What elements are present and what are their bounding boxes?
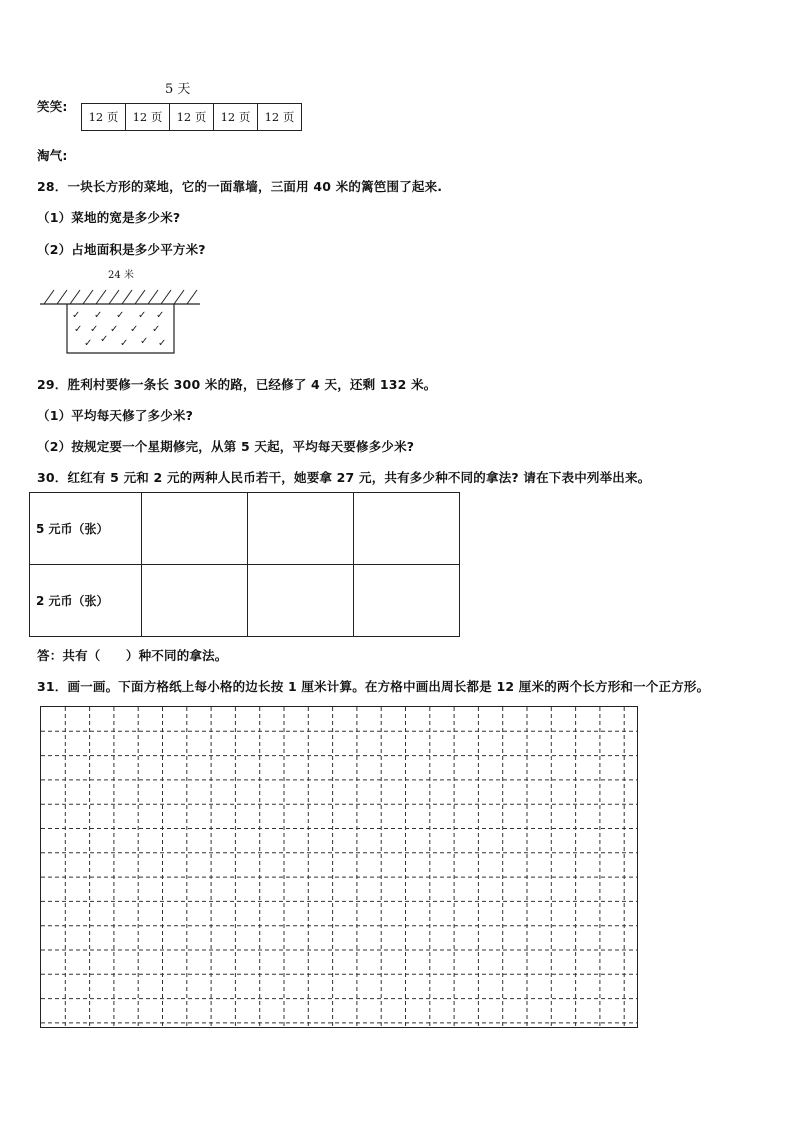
question-29-text: 29．胜利村要修一条长 300 米的路，已经修了 4 天，还剩 132 米。 (37, 377, 437, 392)
question-29-sub1: （1）平均每天修了多少米? (37, 408, 194, 423)
svg-text:✓: ✓ (116, 310, 125, 321)
svg-text:✓: ✓ (156, 310, 165, 321)
answer-cell[interactable] (142, 493, 248, 565)
bar-segment: 12 页 (170, 104, 214, 130)
table-row (30, 493, 460, 565)
svg-text:✓: ✓ (74, 324, 83, 335)
pages-bar-model (81, 103, 302, 131)
svg-text:✓: ✓ (90, 324, 99, 335)
question-28-text: 28．一块长方形的菜地，它的一面靠墙，三面用 40 米的篱笆围了起来. (37, 179, 443, 194)
wall-hatching (44, 290, 197, 304)
question-30-answer: 答：共有（ ）种不同的拿法。 (37, 648, 228, 663)
question-28-sub1: （1）菜地的宽是多少米? (37, 210, 181, 225)
bar-days-label: 5 天 (165, 82, 191, 97)
square-grid-paper[interactable] (40, 706, 638, 1028)
question-31-text: 31．画一画。下面方格纸上每小格的边长按 1 厘米计算。在方格中画出周长都是 12 厘米的两个长方形和一个正方形。 (37, 679, 710, 694)
svg-text:✓: ✓ (120, 338, 129, 349)
answer-cell[interactable] (248, 565, 354, 637)
answer-cell[interactable] (354, 493, 460, 565)
svg-text:✓: ✓ (94, 310, 103, 321)
question-29-sub2: （2）按规定要一个星期修完，从第 5 天起，平均每天要修多少米? (37, 439, 415, 454)
table-row (30, 565, 460, 637)
svg-text:✓: ✓ (130, 324, 139, 335)
svg-text:✓: ✓ (100, 334, 109, 345)
bar-segment: 12 页 (126, 104, 170, 130)
bar-segment: 12 页 (264, 110, 295, 124)
row-label-2yuan: 2 元币（张） (30, 565, 142, 637)
svg-text:✓: ✓ (138, 310, 147, 321)
xiaoxiao-label: 笑笑: (37, 99, 68, 114)
garden-figure (40, 284, 202, 356)
bar-segment: 12 页 (82, 104, 126, 130)
grid-lines (41, 707, 638, 1028)
svg-text:✓: ✓ (140, 336, 149, 347)
answer-cell[interactable] (354, 565, 460, 637)
svg-text:✓: ✓ (110, 324, 119, 335)
svg-text:✓: ✓ (158, 338, 167, 349)
bar-segment: 12 页 (214, 104, 258, 130)
answer-cell[interactable] (248, 493, 354, 565)
question-30-text: 30．红红有 5 元和 2 元的两种人民币若干，她要拿 27 元，共有多少种不同的拿法? 请在下表中列举出来。 (37, 470, 651, 485)
svg-text:✓: ✓ (152, 324, 161, 335)
answer-cell[interactable] (142, 565, 248, 637)
vegetable-marks (72, 310, 166, 349)
taoqi-label: 淘气: (37, 148, 68, 163)
question-28-sub2: （2）占地面积是多少平方米? (37, 242, 206, 257)
money-combination-table (29, 492, 460, 637)
row-label-5yuan: 5 元币（张） (30, 493, 142, 565)
svg-text:✓: ✓ (72, 310, 81, 321)
svg-text:✓: ✓ (84, 338, 93, 349)
wall-length-label: 24 米 (108, 270, 134, 281)
